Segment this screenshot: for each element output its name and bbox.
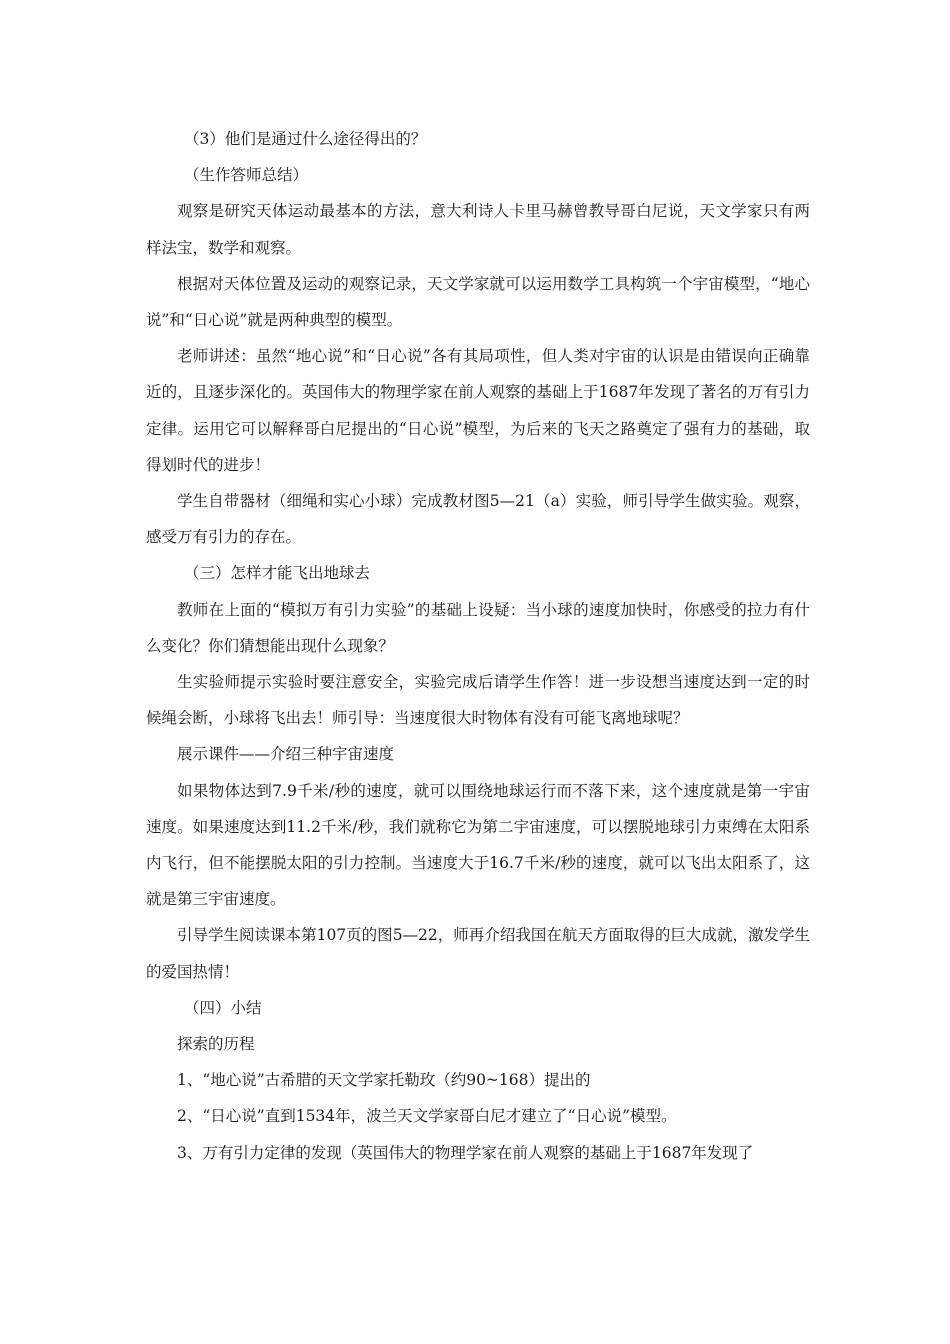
list-item-geocentric: 1、“地心说”古希腊的天文学家托勒玫（约90~168）提出的 [177,1071,591,1090]
paragraph-question-3: （3）他们是通过什么途径得出的？ [184,130,427,148]
paragraph-exploration-history: 探索的历程 [177,1035,255,1054]
paragraph-student-experiment: 学生自带器材（细绳和实心小球）完成教材图5—21（a）实验，师引导学生做实验。观察，感受万有引力的存在。 [146,492,810,547]
paragraph-teacher-question: 教师在上面的“模拟万有引力实验”的基础上设疑：当小球的速度加快时，你感受的拉力有什么变化？你们猜想能出现什么现象？ [146,600,810,655]
paragraph-show-courseware: 展示课件——介绍三种宇宙速度 [177,745,395,764]
paragraph-cosmic-velocities: 如果物体达到7.9千米/秒的速度，就可以围绕地球运行而不落下来，这个速度就是第一宇宙速度。如果速度达到11.2千米/秒，我们就称它为第二宇宙速度，可以摆脱地球引力束缚在太阳系内飞行，但不能摆脱太阳的引力控制。当速度大于16.7千米/秒的速度，就可以飞出太阳系了，这就是第三宇宙速度。 [146,781,810,909]
paragraph-teacher-explains: 老师讲述：虽然“地心说”和“日心说”各有其局项性，但人类对宇宙的认识是由错误向正确靠近的，且逐步深化的。英国伟大的物理学家在前人观察的基础上于1687年发现了著名的万有引力定律。运用它可以解释哥白尼提出的“日心说”模型，为后来的飞天之路奠定了强有力的基础，取得划时代的进步！ [146,347,810,474]
paragraph-read-textbook: 引导学生阅读课本第107页的图5—22，师再介绍我国在航天方面取得的巨大成就，激发学生的爱国热情！ [146,926,810,981]
list-item-heliocentric: 2、“日心说”直到1534年，波兰天文学家哥白尼才建立了“日心说”模型。 [177,1107,677,1126]
paragraph-teacher-summary-note: （生作答师总结） [184,166,309,185]
paragraph-observation-method: 观察是研究天体运动最基本的方法，意大利诗人卡里马赫曾教导哥白尼说，天文学家只有两样法宝，数学和观察。 [146,202,810,257]
paragraph-experiment-safety: 生实验师提示实验时要注意安全，实验完成后请学生作答！进一步设想当速度达到一定的时候绳会断，小球将飞出去！师引导：当速度很大时物体有没有可能飞离地球呢？ [146,673,810,728]
section-heading-summary: （四）小结 [184,998,262,1017]
section-heading-fly-out: （三）怎样才能飞出地球去 [184,564,371,583]
paragraph-universe-models: 根据对天体位置及运动的观察记录，天文学家就可以运用数学工具构筑一个宇宙模型，“地心说”和“日心说”就是两种典型的模型。 [146,274,810,330]
list-item-gravitation-law: 3、万有引力定律的发现（英国伟大的物理学家在前人观察的基础上于1687年发现了 [177,1143,754,1162]
